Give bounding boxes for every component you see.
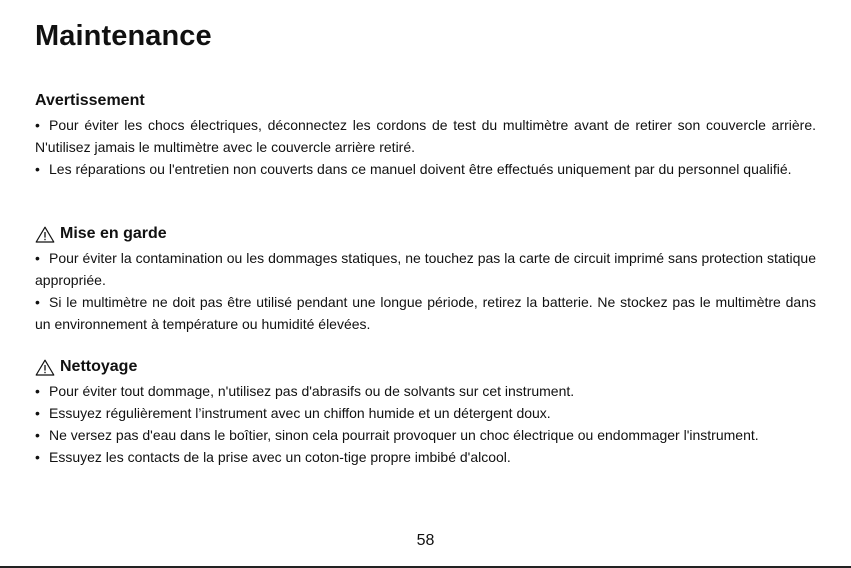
list-item-text: Les réparations ou l'entretien non couverts dans ce manuel doivent être effectués uniquement par du personnel qualifié. xyxy=(49,161,792,177)
section-heading-text: Nettoyage xyxy=(60,358,138,375)
list-item xyxy=(35,424,816,446)
list-item xyxy=(35,446,816,468)
bullet: • xyxy=(35,449,40,465)
list-item xyxy=(35,291,816,335)
bullet: • xyxy=(35,250,40,266)
bullet: • xyxy=(35,161,40,177)
list-item xyxy=(35,402,816,424)
list-item-text: Ne versez pas d'eau dans le boîtier, sinon cela pourrait provoquer un choc électrique ou endommager l'instrument. xyxy=(49,427,759,443)
page-number: 58 xyxy=(416,532,435,549)
section-mise-en-garde xyxy=(35,224,816,335)
section-heading xyxy=(35,224,816,244)
warning-triangle-icon xyxy=(35,359,55,376)
section-nettoyage xyxy=(35,357,816,468)
section-heading xyxy=(35,357,816,377)
section-heading-text: Mise en garde xyxy=(60,225,167,242)
section-avertissement xyxy=(35,91,816,180)
bullet: • xyxy=(35,427,40,443)
bullet: • xyxy=(35,405,40,421)
page-title: Maintenance xyxy=(35,20,212,52)
list-item xyxy=(35,380,816,402)
list-item-text: Pour éviter la contamination ou les dommages statiques, ne touchez pas la carte de circuit imprimé sans protection statique appropriée. xyxy=(35,250,816,288)
list-item xyxy=(35,114,816,158)
bullet: • xyxy=(35,117,40,133)
bullet: • xyxy=(35,383,40,399)
list-item-text: Pour éviter tout dommage, n'utilisez pas d'abrasifs ou de solvants sur cet instrument. xyxy=(49,383,575,399)
warning-triangle-icon xyxy=(35,226,55,243)
list-item-text: Pour éviter les chocs électriques, déconnectez les cordons de test du multimètre avant de retirer son couvercle arrière. N'utilisez jamais le multimètre avec le couvercle arrière retiré. xyxy=(35,117,816,155)
list-item xyxy=(35,247,816,291)
section-heading xyxy=(35,91,816,111)
bullet: • xyxy=(35,294,40,310)
section-heading-text: Avertissement xyxy=(35,92,145,109)
list-item-text: Si le multimètre ne doit pas être utilisé pendant une longue période, retirez la batterie. Ne stockez pas le multimètre dans un environnement à température ou humidité élevées. xyxy=(35,294,816,332)
list-item xyxy=(35,158,816,180)
list-item-text: Essuyez les contacts de la prise avec un coton-tige propre imbibé d'alcool. xyxy=(49,449,511,465)
list-item-text: Essuyez régulièrement l’instrument avec un chiffon humide et un détergent doux. xyxy=(49,405,551,421)
